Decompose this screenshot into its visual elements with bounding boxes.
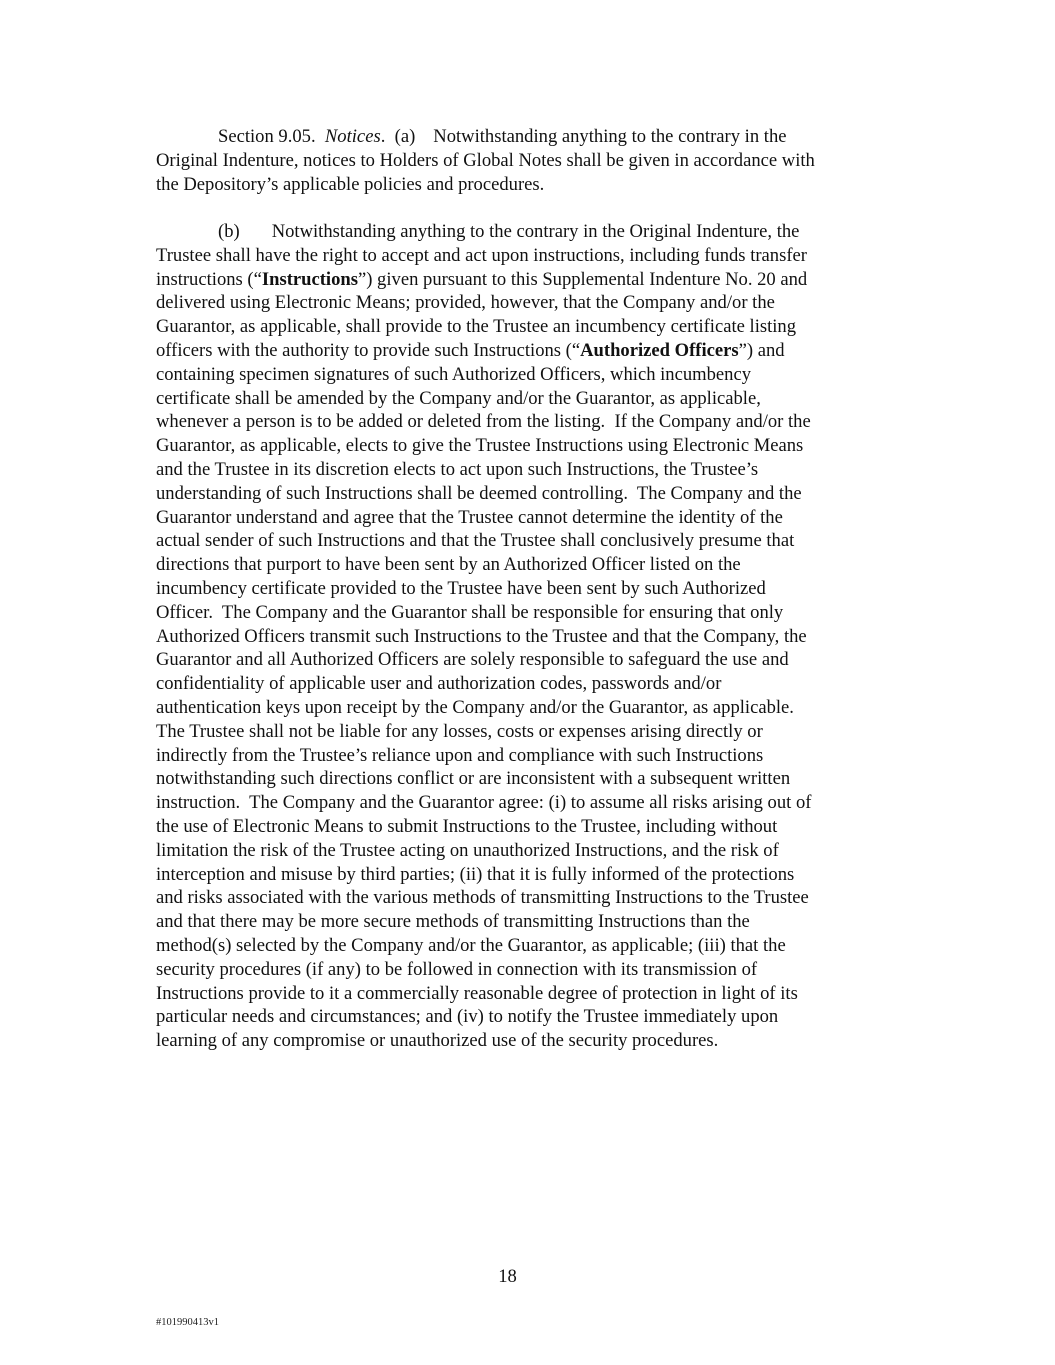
paragraph-b-line: Guarantor understand and agree that the Trustee cannot determine the identity of the <box>156 506 783 528</box>
paragraph-b-line: and that there may be more secure methods of transmitting Instructions than the <box>156 911 750 933</box>
paragraph-b-line: directions that purport to have been sent by an Authorized Officer listed on the <box>156 554 741 576</box>
paragraph-b-line: Instructions provide to it a commercially reasonable degree of protection in light of its <box>156 982 798 1004</box>
section-9-05-paragraph-a <box>156 125 896 196</box>
defined-term-instructions: Instructions <box>261 268 358 290</box>
paragraph-b-line: incumbency certificate provided to the Trustee have been sent by such Authorized <box>156 577 766 599</box>
paragraph-b-line: the use of Electronic Means to submit Instructions to the Trustee, including without <box>156 815 778 837</box>
paragraph-b-first-line: (b) Notwithstanding anything to the contrary in the Original Indenture, the <box>218 221 800 242</box>
paragraph-a-line: Original Indenture, notices to Holders of Global Notes shall be given in accordance with <box>156 149 815 171</box>
paragraph-label-b: (b) <box>218 221 240 242</box>
paragraph-b-line: authentication keys upon receipt by the Company and/or the Guarantor, as applicable. <box>156 696 794 718</box>
paragraph-b-line: and risks associated with the various methods of transmitting Instructions to the Trustee <box>156 887 809 909</box>
paragraph-b-line: learning of any compromise or unauthorized use of the security procedures. <box>156 1030 719 1052</box>
paragraph-b-remaining-lines <box>156 363 896 1053</box>
document-id: #101990413v1 <box>156 1317 219 1328</box>
paragraph-b-line: Officer. The Company and the Guarantor shall be responsible for ensuring that only <box>156 601 784 623</box>
defined-term-authorized-officers: Authorized Officers <box>580 339 739 361</box>
page-number: 18 <box>498 1266 517 1287</box>
section-title: Notices <box>324 126 381 147</box>
paragraph-b-line: Trustee shall have the right to accept and act upon instructions, including funds transfer <box>156 244 807 266</box>
paragraph-b-line: Guarantor, as applicable, shall provide to the Trustee an incumbency certificate listing <box>156 316 797 338</box>
paragraph-b-line: interception and misuse by third parties; (ii) that it is fully informed of the protections <box>156 863 795 885</box>
paragraph-b-line: containing specimen signatures of such Authorized Officers, which incumbency <box>156 363 752 385</box>
paragraph-b-line: notwithstanding such directions conflict or are inconsistent with a subsequent written <box>156 768 791 790</box>
paragraph-b-line: delivered using Electronic Means; provided, however, that the Company and/or the <box>156 292 775 314</box>
paragraph-b-line: instruction. The Company and the Guarantor agree: (i) to assume all risks arising out of <box>156 792 812 814</box>
paragraph-b-line: security procedures (if any) to be followed in connection with its transmission of <box>156 958 758 980</box>
paragraph-b-line: indirectly from the Trustee’s reliance upon and compliance with such Instructions <box>156 744 764 766</box>
paragraph-b-line: actual sender of such Instructions and that the Trustee shall conclusively presume that <box>156 530 795 552</box>
paragraph-b-line: method(s) selected by the Company and/or the Guarantor, as applicable; (iii) that the <box>156 934 786 956</box>
paragraph-b-line: and the Trustee in its discretion elects to act upon such Instructions, the Trustee’s <box>156 458 759 480</box>
paragraph-b-line: limitation the risk of the Trustee acting on unauthorized Instructions, and the risk of <box>156 839 779 861</box>
paragraph-b-line: Guarantor and all Authorized Officers are solely responsible to safeguard the use and <box>156 649 789 671</box>
paragraph-b-line: officers with the authority to provide such Instructions (“Authorized Officers”) and <box>156 339 785 361</box>
paragraph-label-a: (a) <box>394 126 416 147</box>
paragraph-a-first-line: Section 9.05. Notices. (a) Notwithstanding anything to the contrary in the <box>218 126 787 147</box>
paragraph-b-line: confidentiality of applicable user and authorization codes, passwords and/or <box>156 673 722 695</box>
section-9-05-paragraph-b <box>156 220 896 1053</box>
paragraph-b-line: certificate shall be amended by the Company and/or the Guarantor, as applicable, <box>156 387 761 409</box>
paragraph-b-line: instructions (“Instructions”) given pursuant to this Supplemental Indenture No. 20 and <box>156 268 808 290</box>
paragraph-b-line: The Trustee shall not be liable for any losses, costs or expenses arising directly or <box>156 720 763 742</box>
paragraph-b-line: Guarantor, as applicable, elects to give the Trustee Instructions using Electronic Means <box>156 435 804 457</box>
paragraph-b-line: particular needs and circumstances; and (iv) to notify the Trustee immediately upon <box>156 1006 779 1028</box>
paragraph-b-line: whenever a person is to be added or deleted from the listing. If the Company and/or the <box>156 411 811 433</box>
paragraph-a-line: the Depository’s applicable policies and procedures. <box>156 173 545 195</box>
section-number: Section 9.05. <box>218 126 316 147</box>
paragraph-b-line: understanding of such Instructions shall be deemed controlling. The Company and the <box>156 482 802 504</box>
paragraph-b-line: Authorized Officers transmit such Instructions to the Trustee and that the Company, the <box>156 625 807 647</box>
